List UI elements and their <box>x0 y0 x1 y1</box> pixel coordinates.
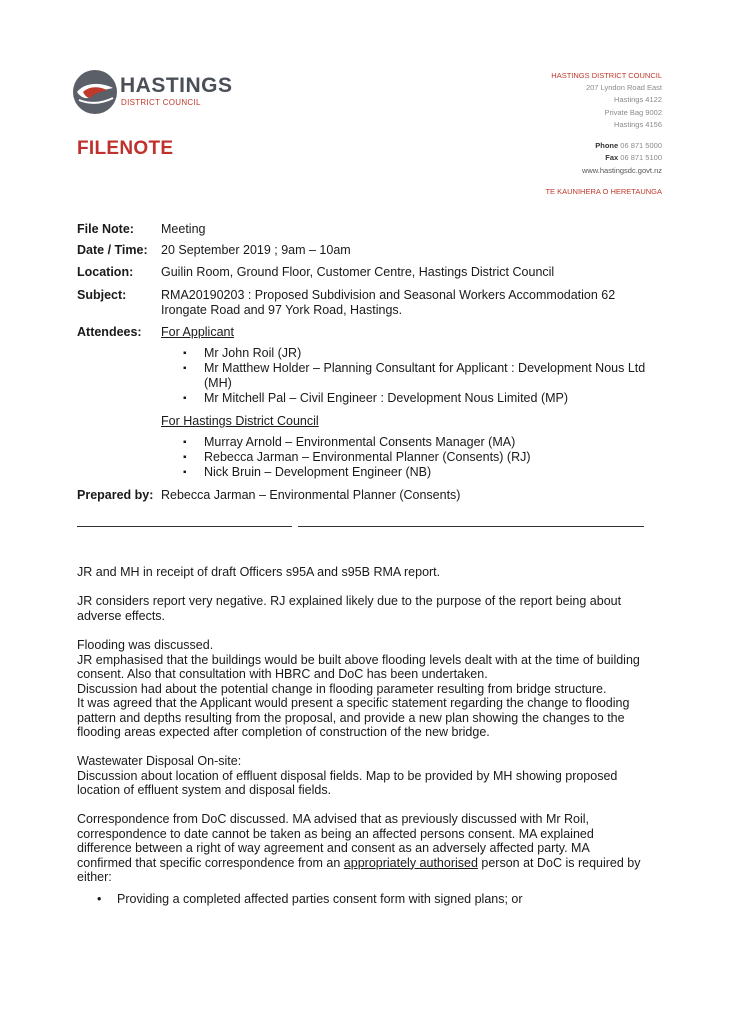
fax-number: 06 871 5100 <box>620 153 662 163</box>
divider-line <box>77 526 292 527</box>
applicant-heading: For Applicant <box>161 325 234 339</box>
paragraph-report-receipt: JR and MH in receipt of draft Officers s95A and s95B RMA report. <box>77 565 441 579</box>
document-title: FILENOTE <box>77 138 174 159</box>
list-item <box>97 892 657 907</box>
address-line: 207 Lyndon Road East <box>585 83 662 92</box>
paragraph-wastewater <box>77 754 645 798</box>
address-line: Hastings 4122 <box>614 95 662 105</box>
flooding-heading: Flooding was discussed. <box>77 638 214 652</box>
list-item: ▪ Mr Mitchell Pal – Civil Engineer : Development Nous Limited (MP) <box>183 391 653 406</box>
attendees-label: Attendees: <box>77 325 142 339</box>
phone-label: Phone <box>595 141 619 150</box>
council-attendee-list <box>183 435 653 480</box>
flooding-line: Discussion had about the potential change in flooding parameter resulting from bridge structure. <box>77 681 607 696</box>
divider-line <box>298 526 644 527</box>
logo-name: HASTINGS <box>120 74 233 97</box>
contact-block <box>582 140 662 177</box>
paragraph-correspondence <box>77 812 645 885</box>
logo-subtitle: DISTRICT COUNCIL <box>121 98 201 107</box>
file-note-label: File Note: <box>77 222 134 236</box>
address-council-name: HASTINGS DISTRICT COUNCIL <box>551 71 662 80</box>
subject-value: RMA20190203 : Proposed Subdivision and Seasonal Workers Accommodation 62 Irongate Road and 97 York Road, Hastings. <box>161 288 616 317</box>
list-item: ▪ Murray Arnold – Environmental Consents Manager (MA) <box>183 435 653 450</box>
prepared-by-value: Rebecca Jarman – Environmental Planner (Consents) <box>161 488 461 502</box>
address-lines <box>586 82 662 132</box>
date-value: 20 September 2019 ; 9am – 10am <box>161 243 351 257</box>
paragraph-report-negative: JR considers report very negative. RJ explained likely due to the purpose of the report being about adverse effects. <box>77 594 622 623</box>
location-value: Guilin Room, Ground Floor, Customer Centre, Hastings District Council <box>161 265 555 279</box>
flooding-line: JR emphasised that the buildings would be built above flooding levels dealt with at the time of building consent. Also that consultation with HBRC and DoC has been undertaken. <box>77 652 640 681</box>
wastewater-heading: Wastewater Disposal On-site: <box>77 754 242 768</box>
file-note-value: Meeting <box>161 222 206 236</box>
flooding-line: It was agreed that the Applicant would present a specific statement regarding the change to flooding pattern and depths resulting from the proposal, and provide a new plan showing the changes to the flooding areas expected after completion of construction of the new bridge. <box>77 696 630 739</box>
paragraph-flooding <box>77 638 645 740</box>
maori-council-name: TE KAUNIHERA O HERETAUNGA <box>545 187 662 196</box>
wastewater-body: Discussion about location of effluent disposal fields. Map to be provided by MH showing proposed location of effluent system and disposal fields. <box>77 768 618 797</box>
list-item: ▪ Rebecca Jarman – Environmental Planner (Consents) (RJ) <box>183 450 653 465</box>
list-item-text: Providing a completed affected parties consent form with signed plans; or <box>117 892 523 906</box>
subject-label: Subject: <box>77 288 127 302</box>
address-line: Private Bag 9002 <box>604 107 662 117</box>
location-label: Location: <box>77 265 134 279</box>
correspondence-text: Correspondence from DoC discussed. MA advised that as previously discussed with Mr Roil, correspondence to date cannot be taken as being an affected persons consent. MA explained difference between a right of way agreement and consent as an adversely affected party. MA confirmed that specific correspondence from an <box>77 812 594 870</box>
date-label: Date / Time: <box>77 243 148 257</box>
correspondence-underlined: appropriately authorised <box>343 855 478 870</box>
list-item: ▪ Mr Matthew Holder – Planning Consultant for Applicant : Development Nous Ltd (MH) <box>183 361 653 391</box>
fax-label: Fax <box>605 153 619 163</box>
prepared-by-label: Prepared by: <box>77 488 154 502</box>
correspondence-text-end: person at DoC is required by either: <box>77 855 641 884</box>
council-heading: For Hastings District Council <box>161 414 319 428</box>
website-link[interactable]: www.hastingsdc.govt.nz <box>581 165 662 175</box>
list-item: ▪ Mr John Roil (JR) <box>183 346 653 361</box>
phone-number: 06 871 5000 <box>620 141 662 150</box>
list-item: ▪ Nick Bruin – Development Engineer (NB) <box>183 465 653 480</box>
applicant-attendee-list <box>183 346 653 406</box>
bullet-dot-icon: • <box>97 892 102 906</box>
hastings-logo-icon <box>71 68 119 116</box>
address-line: Hastings 4156 <box>614 120 662 130</box>
